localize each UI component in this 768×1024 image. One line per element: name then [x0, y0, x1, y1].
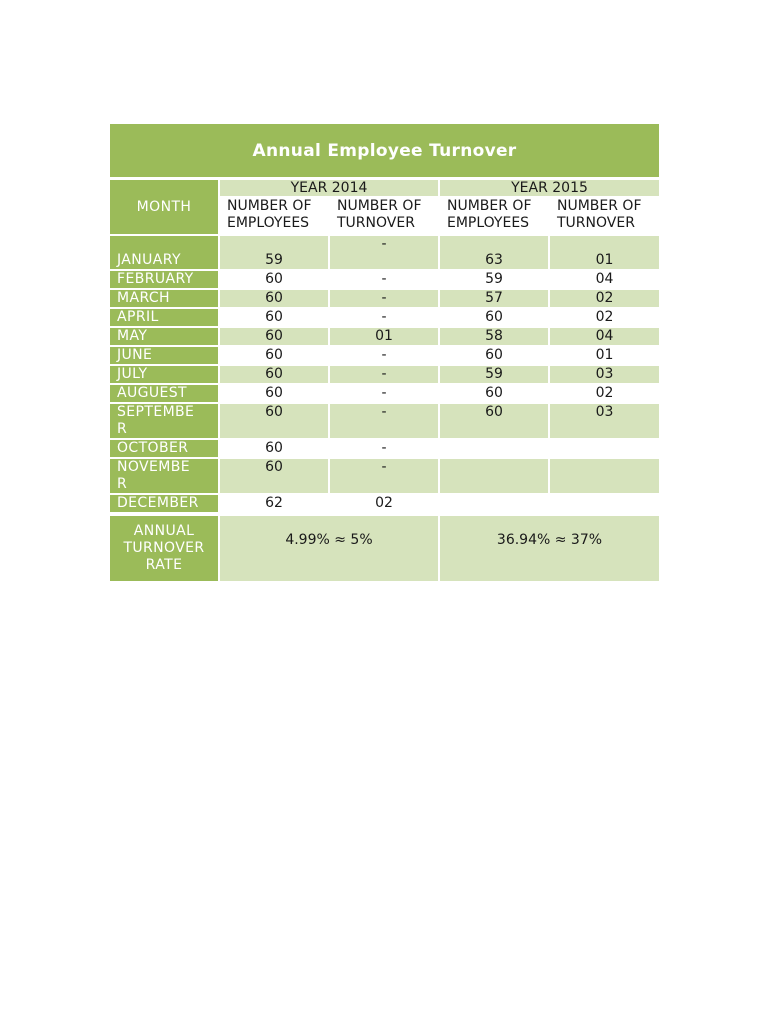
month-label-line: SEPTEMBE — [117, 404, 195, 420]
rate-label-line: TURNOVER — [123, 540, 205, 556]
header-line: NUMBER OF — [227, 198, 312, 214]
table-row — [109, 235, 660, 270]
turnover-2014-cell: - — [329, 458, 439, 494]
turnover-2014-cell: 02 — [329, 494, 439, 514]
employees-2015-cell: 60 — [439, 346, 549, 365]
employees-2015-cell: 59 — [439, 270, 549, 289]
employees-2014-cell: 60 — [219, 403, 329, 439]
header-line: NUMBER OF — [557, 198, 642, 214]
month-label-line: NOVEMBE — [117, 459, 190, 475]
month-label — [109, 403, 219, 439]
turnover-2014-cell: - — [329, 346, 439, 365]
rate-row — [109, 514, 660, 582]
turnover-2014-cell: - — [329, 384, 439, 403]
employees-2014-cell: 60 — [219, 346, 329, 365]
month-label: JULY — [109, 365, 219, 384]
employees-2014-cell: 60 — [219, 458, 329, 494]
employees-2015-cell — [439, 494, 549, 514]
employees-2014-cell: 59 — [219, 235, 329, 270]
table-row — [109, 270, 660, 289]
turnover-2015-cell: 02 — [549, 308, 660, 327]
turnover-2014-cell: 01 — [329, 327, 439, 346]
employees-2015-cell: 58 — [439, 327, 549, 346]
month-label: APRIL — [109, 308, 219, 327]
month-label: MARCH — [109, 289, 219, 308]
rate-label-line: ANNUAL — [133, 523, 195, 539]
year-2014-header: YEAR 2014 — [219, 179, 439, 198]
month-label-line: R — [117, 476, 128, 492]
employees-2014-cell: 60 — [219, 289, 329, 308]
employees-2014-cell: 60 — [219, 270, 329, 289]
turnover-2014-header — [329, 197, 439, 235]
employees-2014-cell: 60 — [219, 327, 329, 346]
turnover-2015-cell: 03 — [549, 403, 660, 439]
turnover-2015-header — [549, 197, 660, 235]
month-label — [109, 458, 219, 494]
rate-label — [109, 514, 219, 582]
header-line: TURNOVER — [557, 215, 635, 231]
table-row — [109, 439, 660, 458]
month-label-line: R — [117, 421, 128, 437]
employees-2015-cell: 60 — [439, 403, 549, 439]
employees-2015-header — [439, 197, 549, 235]
table-row — [109, 494, 660, 514]
employees-2014-cell: 60 — [219, 439, 329, 458]
month-label: JUNE — [109, 346, 219, 365]
header-line: NUMBER OF — [447, 198, 532, 214]
table-row — [109, 458, 660, 494]
employees-2014-header — [219, 197, 329, 235]
employees-2015-cell: 60 — [439, 308, 549, 327]
turnover-2015-cell — [549, 494, 660, 514]
table-row — [109, 384, 660, 403]
turnover-2014-cell: - — [329, 308, 439, 327]
turnover-2015-cell: 01 — [549, 346, 660, 365]
turnover-2015-cell — [549, 439, 660, 458]
turnover-2015-cell: 01 — [549, 235, 660, 270]
turnover-2014-cell: - — [329, 403, 439, 439]
employees-2014-cell: 62 — [219, 494, 329, 514]
employees-2014-cell: 60 — [219, 365, 329, 384]
month-label: OCTOBER — [109, 439, 219, 458]
employees-2015-cell: 59 — [439, 365, 549, 384]
year-2015-header: YEAR 2015 — [439, 179, 660, 198]
header-line: EMPLOYEES — [447, 215, 530, 231]
turnover-2014-cell: - — [329, 439, 439, 458]
rate-2015-value: 36.94% ≈ 37% — [439, 514, 660, 582]
month-column-header: MONTH — [109, 179, 219, 236]
turnover-2015-cell: 04 — [549, 270, 660, 289]
rate-2014-value: 4.99% ≈ 5% — [219, 514, 439, 582]
table-row — [109, 289, 660, 308]
month-label: JANUARY — [109, 235, 219, 270]
employees-2014-cell: 60 — [219, 308, 329, 327]
rate-label-line: RATE — [145, 557, 183, 573]
month-label: MAY — [109, 327, 219, 346]
table-row — [109, 327, 660, 346]
employees-2015-cell: 63 — [439, 235, 549, 270]
turnover-2014-cell: - — [329, 365, 439, 384]
table-row — [109, 308, 660, 327]
turnover-2014-cell: - — [329, 289, 439, 308]
month-label: DECEMBER — [109, 494, 219, 514]
table-title: Annual Employee Turnover — [109, 123, 660, 179]
turnover-table — [108, 122, 661, 583]
turnover-2015-cell: 02 — [549, 289, 660, 308]
employees-2014-cell: 60 — [219, 384, 329, 403]
header-line: NUMBER OF — [337, 198, 422, 214]
turnover-2014-cell: - — [329, 235, 439, 270]
table-row — [109, 365, 660, 384]
turnover-2015-cell — [549, 458, 660, 494]
month-label: FEBRUARY — [109, 270, 219, 289]
table-row — [109, 403, 660, 439]
table-row — [109, 346, 660, 365]
turnover-2015-cell: 03 — [549, 365, 660, 384]
header-line: TURNOVER — [337, 215, 415, 231]
turnover-2014-cell: - — [329, 270, 439, 289]
employees-2015-cell — [439, 439, 549, 458]
employees-2015-cell — [439, 458, 549, 494]
header-line: EMPLOYEES — [227, 215, 310, 231]
turnover-2015-cell: 04 — [549, 327, 660, 346]
employees-2015-cell: 60 — [439, 384, 549, 403]
month-label: AUGUEST — [109, 384, 219, 403]
employees-2015-cell: 57 — [439, 289, 549, 308]
turnover-2015-cell: 02 — [549, 384, 660, 403]
